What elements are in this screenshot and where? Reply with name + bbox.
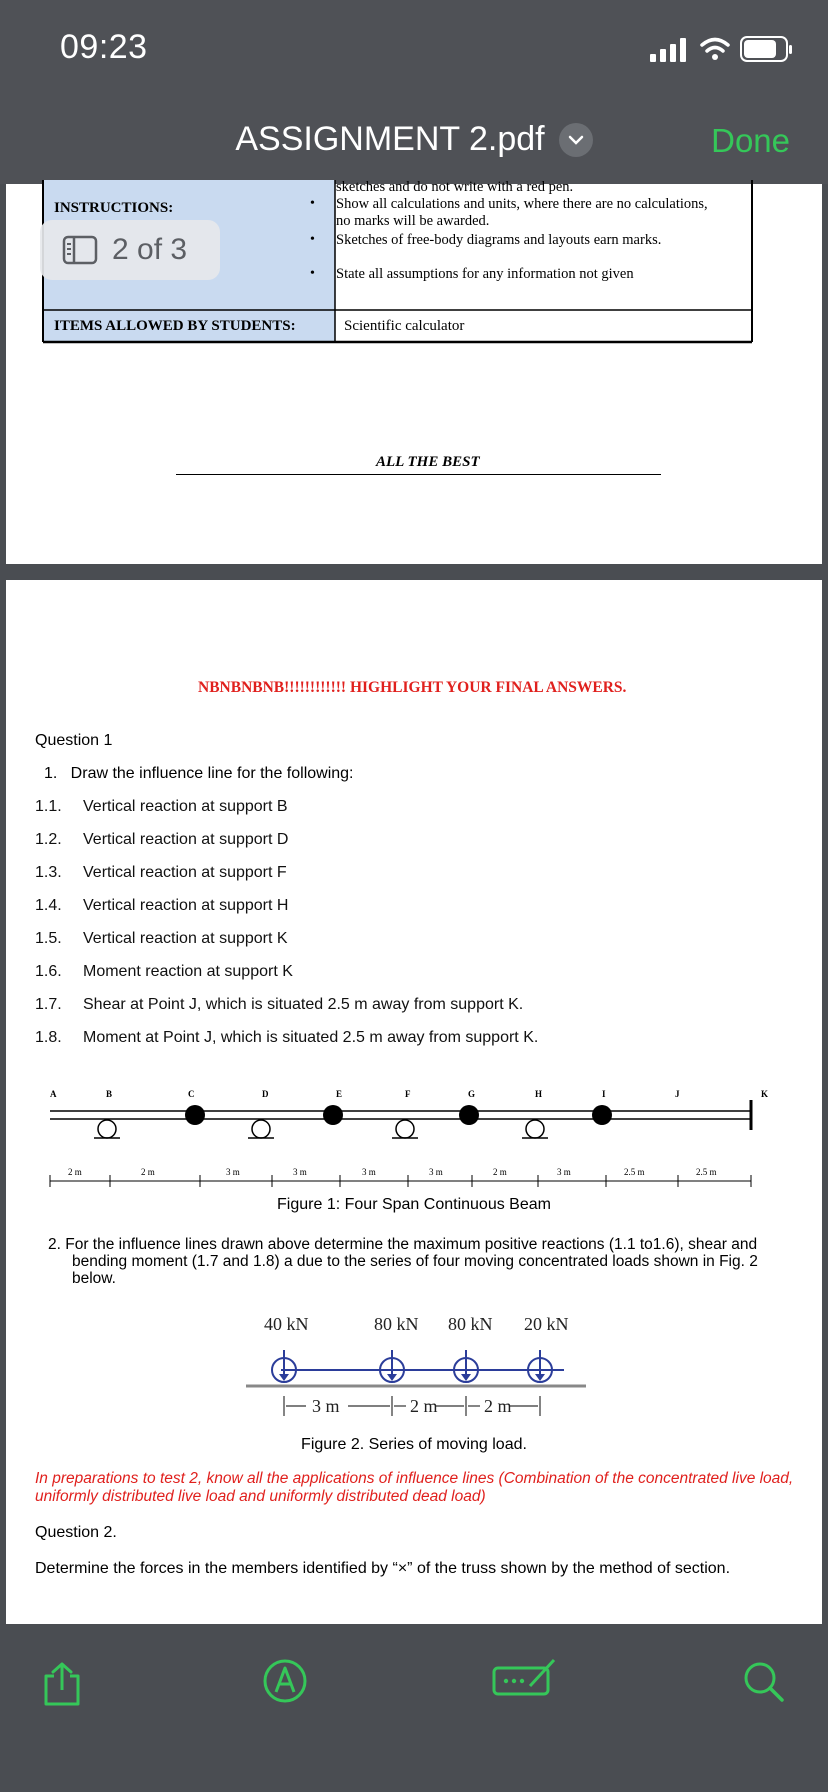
wifi-icon	[700, 36, 730, 62]
hinge-e	[323, 1105, 343, 1125]
document-title-text: ASSIGNMENT 2.pdf	[235, 120, 545, 158]
instruction-bullet: sketches and do not write with a red pen.	[336, 179, 574, 195]
item-number: 1.4.	[35, 897, 62, 914]
instruction-bullet: State all assumptions for any information not given	[336, 266, 634, 282]
figure-2-caption: Figure 2. Series of moving load.	[301, 1436, 527, 1453]
span-label: 2 m	[68, 1167, 82, 1177]
question-2-title: Question 2.	[35, 1524, 117, 1541]
load-label: 20 kN	[524, 1314, 569, 1334]
pdf-page-2	[6, 580, 822, 1625]
hinge-g	[459, 1105, 479, 1125]
bullet-dot-icon: •	[310, 232, 315, 247]
all-the-best: ALL THE BEST	[376, 454, 480, 470]
item-text: Vertical reaction at support K	[83, 930, 288, 947]
item-text: Vertical reaction at support F	[83, 864, 287, 881]
items-allowed-label: ITEMS ALLOWED BY STUDENTS:	[54, 318, 296, 334]
search-icon[interactable]	[742, 1660, 786, 1704]
span-label: 2.5 m	[624, 1167, 645, 1177]
question-1-title: Question 1	[35, 732, 113, 749]
item-number: 1.3.	[35, 864, 62, 881]
span-label: 3 m	[362, 1167, 376, 1177]
item-text: Vertical reaction at support D	[83, 831, 289, 848]
beam-label: C	[188, 1089, 195, 1099]
span-label: 2 m	[493, 1167, 507, 1177]
question-2-text: 2. For the influence lines drawn above determine the maximum positive reactions (1.1 to1.6), shear and bending moment (1.7 and 1.8) a due to the series of four moving concentrated loads shown in Fig. 2 below.	[48, 1236, 758, 1287]
bullet-dot-icon: •	[310, 266, 315, 281]
span-label: 2 m	[141, 1167, 155, 1177]
document-title[interactable]	[0, 120, 828, 159]
instructions-label: INSTRUCTIONS:	[54, 200, 174, 216]
figure-1-caption: Figure 1: Four Span Continuous Beam	[277, 1196, 551, 1213]
beam-label: G	[468, 1089, 476, 1099]
item-number: 1.5.	[35, 930, 62, 947]
beam-label: E	[336, 1089, 343, 1099]
item-number: 1.1.	[35, 798, 62, 815]
load-label: 80 kN	[448, 1314, 493, 1334]
hinge-i	[592, 1105, 612, 1125]
divider	[176, 474, 661, 475]
question-1-intro: 1. Draw the influence line for the following:	[44, 765, 354, 782]
signature-icon[interactable]	[490, 1654, 560, 1698]
red-note: In preparations to test 2, know all the applications of influence lines (Combination of the concentrated live load, uniformly distributed live load and uniformly distributed dead load)	[35, 1470, 794, 1505]
roller-support-d	[252, 1120, 270, 1138]
beam-label: F	[405, 1089, 411, 1099]
beam-label: J	[675, 1089, 680, 1099]
span-label: 3 m	[226, 1167, 240, 1177]
page-indicator-text: 2 of 3	[112, 233, 188, 266]
signal-icon	[650, 38, 690, 62]
question-2-body: Determine the forces in the members identified by “×” of the truss shown by the method of section.	[35, 1560, 731, 1577]
item-text: Vertical reaction at support B	[83, 798, 288, 815]
roller-support-f	[396, 1120, 414, 1138]
load-label: 80 kN	[374, 1314, 419, 1334]
load-label: 40 kN	[264, 1314, 309, 1334]
beam-label: K	[761, 1089, 769, 1099]
page-indicator[interactable]	[40, 220, 220, 280]
beam-label: A	[50, 1089, 57, 1099]
banner-note: NBNBNBNB!!!!!!!!!!!! HIGHLIGHT YOUR FINAL ANSWERS.	[198, 679, 627, 696]
bullet-dot-icon: •	[310, 196, 315, 211]
item-text: Shear at Point J, which is situated 2.5 m away from support K.	[83, 996, 524, 1013]
item-text: Moment at Point J, which is situated 2.5 m away from support K.	[83, 1029, 539, 1046]
spacing-label: 2 m	[410, 1396, 438, 1416]
item-number: 1.2.	[35, 831, 62, 848]
bottom-toolbar	[0, 1624, 828, 1792]
span-label: 3 m	[557, 1167, 571, 1177]
item-number: 1.6.	[35, 963, 62, 980]
status-bar	[0, 0, 828, 100]
beam-label: I	[602, 1089, 606, 1099]
beam-figure	[6, 1085, 822, 1195]
instruction-bullet: Sketches of free-body diagrams and layouts earn marks.	[336, 232, 662, 248]
hinge-c	[185, 1105, 205, 1125]
span-label: 3 m	[293, 1167, 307, 1177]
beam-label: H	[535, 1089, 543, 1099]
spacing-label: 3 m	[312, 1396, 340, 1416]
beam-label: D	[262, 1089, 269, 1099]
markup-icon[interactable]	[262, 1658, 308, 1704]
done-button[interactable]: Done	[711, 122, 790, 159]
spacing-label: 2 m	[484, 1396, 512, 1416]
share-icon[interactable]	[42, 1662, 82, 1706]
item-text: Moment reaction at support K	[83, 963, 293, 980]
item-number: 1.8.	[35, 1029, 62, 1046]
roller-support-b	[98, 1120, 116, 1138]
beam-label: B	[106, 1089, 113, 1099]
items-allowed-value: Scientific calculator	[344, 318, 465, 334]
instruction-bullet: Show all calculations and units, where there are no calculations, no marks will be awarded.	[336, 196, 708, 229]
sidebar-icon	[62, 235, 98, 265]
span-label: 3 m	[429, 1167, 443, 1177]
span-label: 2.5 m	[696, 1167, 717, 1177]
moving-loads-figure	[246, 1310, 606, 1430]
battery-icon	[740, 36, 794, 64]
status-time: 09:23	[60, 28, 148, 66]
item-text: Vertical reaction at support H	[83, 897, 289, 914]
item-number: 1.7.	[35, 996, 62, 1013]
chevron-down-icon[interactable]	[559, 123, 593, 157]
roller-support-h	[526, 1120, 544, 1138]
